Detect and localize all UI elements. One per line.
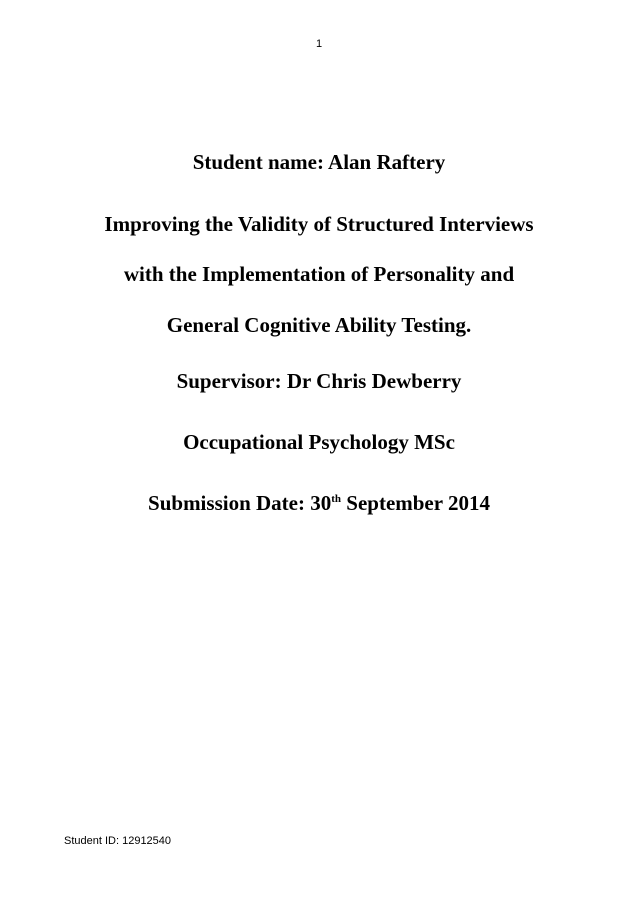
page-number: 1 xyxy=(315,38,323,50)
submission-date-ordinal: th xyxy=(331,493,342,505)
thesis-title-line-1: Improving the Validity of Structured Interviews xyxy=(104,212,534,236)
supervisor: Supervisor: Dr Chris Dewberry xyxy=(176,369,462,393)
submission-date xyxy=(0,491,638,516)
student-name: Student name: Alan Raftery xyxy=(192,150,446,174)
submission-date-suffix: September 2014 xyxy=(341,491,490,515)
submission-date-prefix: Submission Date: 30 xyxy=(148,491,332,515)
thesis-title-line-3: General Cognitive Ability Testing. xyxy=(166,313,472,337)
student-id-footer: Student ID: 12912540 xyxy=(64,835,172,847)
thesis-title-line-2: with the Implementation of Personality and xyxy=(123,262,515,286)
programme: Occupational Psychology MSc xyxy=(183,430,455,454)
